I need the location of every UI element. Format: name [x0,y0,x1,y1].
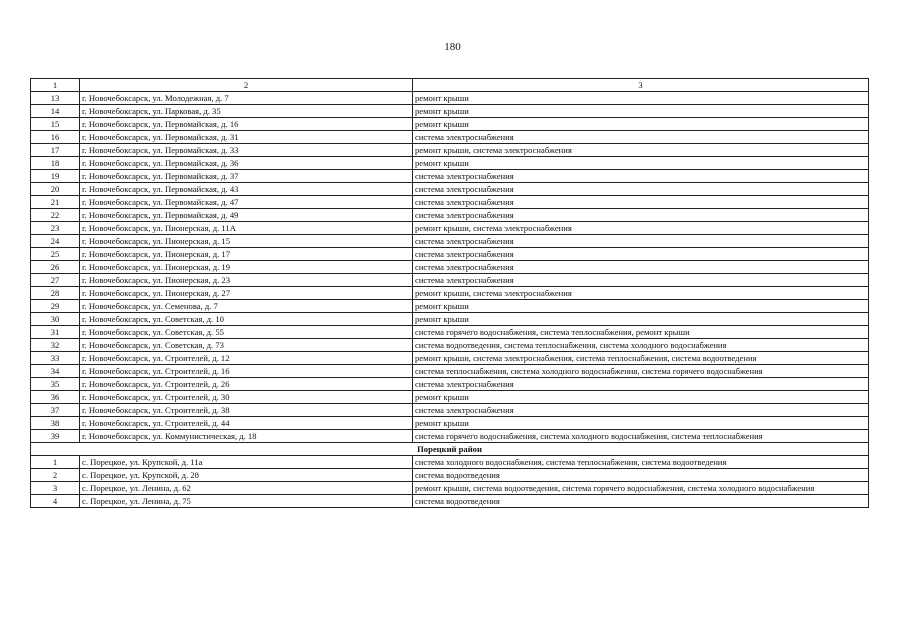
table-row [31,482,869,495]
row-number: 27 [31,274,80,287]
table-row [31,417,869,430]
table-row [31,118,869,131]
address-cell: г. Новочебоксарск, ул. Строителей, д. 12 [80,352,413,365]
address-cell: г. Новочебоксарск, ул. Пионерская, д. 15 [80,235,413,248]
column-number: 3 [413,79,869,92]
row-number: 35 [31,378,80,391]
address-cell: г. Новочебоксарск, ул. Первомайская, д. 37 [80,170,413,183]
address-cell: г. Новочебоксарск, ул. Пионерская, д. 23 [80,274,413,287]
work-type-cell: ремонт крыши [413,92,869,105]
work-type-cell: система горячего водоснабжения, система холодного водоснабжения, система теплоснабжения [413,430,869,443]
work-type-cell: ремонт крыши [413,313,869,326]
row-number: 17 [31,144,80,157]
table-row [31,456,869,469]
table-row [31,105,869,118]
row-number: 25 [31,248,80,261]
address-cell: г. Новочебоксарск, ул. Строителей, д. 26 [80,378,413,391]
row-number: 13 [31,92,80,105]
work-type-cell: система горячего водоснабжения, система теплоснабжения, ремонт крыши [413,326,869,339]
table-row [31,495,869,508]
work-type-cell: ремонт крыши, система водоотведения, система горячего водоснабжения, система холодного водоснабжения [413,482,869,495]
row-number: 36 [31,391,80,404]
work-type-cell: система водоотведения, система теплоснабжения, система холодного водоснабжения [413,339,869,352]
work-type-cell: система электроснабжения [413,248,869,261]
table-row [31,248,869,261]
row-number: 18 [31,157,80,170]
row-number: 37 [31,404,80,417]
table-row [31,300,869,313]
address-cell: г. Новочебоксарск, ул. Пионерская, д. 11А [80,222,413,235]
row-number: 30 [31,313,80,326]
table-row [31,469,869,482]
row-number: 1 [31,456,80,469]
table-row [31,352,869,365]
address-cell: г. Новочебоксарск, ул. Первомайская, д. 31 [80,131,413,144]
work-type-cell: система электроснабжения [413,274,869,287]
row-number: 39 [31,430,80,443]
row-number: 20 [31,183,80,196]
table-row [31,222,869,235]
page-number: 180 [444,41,461,53]
column-number: 2 [80,79,413,92]
address-cell: г. Новочебоксарск, ул. Строителей, д. 30 [80,391,413,404]
work-type-cell: ремонт крыши, система электроснабжения, система теплоснабжения, система водоотведения [413,352,869,365]
address-cell: г. Новочебоксарск, ул. Строителей, д. 38 [80,404,413,417]
address-cell: с. Порецкое, ул. Крупской, д. 28 [80,469,413,482]
column-number: 1 [31,79,80,92]
address-cell: г. Новочебоксарск, ул. Первомайская, д. 49 [80,209,413,222]
section-title: Порецкий район [31,443,869,456]
table-row [31,391,869,404]
work-type-cell: ремонт крыши, система электроснабжения [413,287,869,300]
address-cell: с. Порецкое, ул. Ленина, д. 62 [80,482,413,495]
address-cell: г. Новочебоксарск, ул. Советская, д. 73 [80,339,413,352]
address-cell: г. Новочебоксарск, ул. Первомайская, д. 36 [80,157,413,170]
address-cell: г. Новочебоксарск, ул. Первомайская, д. 47 [80,196,413,209]
row-number: 29 [31,300,80,313]
column-number-row [31,79,869,92]
work-type-cell: ремонт крыши [413,300,869,313]
work-type-cell: ремонт крыши [413,417,869,430]
row-number: 3 [31,482,80,495]
row-number: 33 [31,352,80,365]
address-cell: г. Новочебоксарск, ул. Строителей, д. 44 [80,417,413,430]
row-number: 19 [31,170,80,183]
row-number: 31 [31,326,80,339]
address-cell: г. Новочебоксарск, ул. Пионерская, д. 27 [80,287,413,300]
address-cell: г. Новочебоксарск, ул. Коммунистическая, д. 18 [80,430,413,443]
table-row [31,339,869,352]
address-cell: г. Новочебоксарск, ул. Пионерская, д. 17 [80,248,413,261]
work-type-cell: ремонт крыши, система электроснабжения [413,222,869,235]
table-row [31,430,869,443]
work-type-cell: система электроснабжения [413,183,869,196]
table-body [31,79,869,508]
table-row [31,261,869,274]
table-row [31,144,869,157]
address-cell: г. Новочебоксарск, ул. Семенова, д. 7 [80,300,413,313]
work-type-cell: система электроснабжения [413,235,869,248]
table-row [31,313,869,326]
table-row [31,235,869,248]
work-type-cell: система электроснабжения [413,404,869,417]
address-cell: г. Новочебоксарск, ул. Первомайская, д. 16 [80,118,413,131]
row-number: 15 [31,118,80,131]
address-cell: с. Порецкое, ул. Ленина, д. 75 [80,495,413,508]
work-type-cell: ремонт крыши, система электроснабжения [413,144,869,157]
table-row [31,378,869,391]
row-number: 14 [31,105,80,118]
work-type-cell: система водоотведения [413,469,869,482]
table-row [31,274,869,287]
works-table [30,78,869,508]
table-row [31,170,869,183]
row-number: 4 [31,495,80,508]
row-number: 21 [31,196,80,209]
row-number: 32 [31,339,80,352]
section-row [31,443,869,456]
work-type-cell: ремонт крыши [413,391,869,404]
row-number: 28 [31,287,80,300]
row-number: 23 [31,222,80,235]
address-cell: с. Порецкое, ул. Крупской, д. 11а [80,456,413,469]
table-row [31,287,869,300]
address-cell: г. Новочебоксарск, ул. Советская, д. 10 [80,313,413,326]
table-row [31,92,869,105]
table-row [31,196,869,209]
work-type-cell: система электроснабжения [413,209,869,222]
table-row [31,131,869,144]
work-type-cell: система теплоснабжения, система холодного водоснабжения, система горячего водоснабжения [413,365,869,378]
work-type-cell: система электроснабжения [413,261,869,274]
work-type-cell: система электроснабжения [413,196,869,209]
address-cell: г. Новочебоксарск, ул. Парковая, д. 35 [80,105,413,118]
row-number: 34 [31,365,80,378]
work-type-cell: ремонт крыши [413,118,869,131]
work-type-cell: система электроснабжения [413,378,869,391]
table-row [31,157,869,170]
row-number: 2 [31,469,80,482]
address-cell: г. Новочебоксарск, ул. Первомайская, д. 33 [80,144,413,157]
work-type-cell: система электроснабжения [413,131,869,144]
work-type-cell: ремонт крыши [413,157,869,170]
work-type-cell: система электроснабжения [413,170,869,183]
row-number: 24 [31,235,80,248]
address-cell: г. Новочебоксарск, ул. Молодежная, д. 7 [80,92,413,105]
work-type-cell: система водоотведения [413,495,869,508]
table-row [31,404,869,417]
work-type-cell: система холодного водоснабжения, система теплоснабжения, система водоотведения [413,456,869,469]
address-cell: г. Новочебоксарск, ул. Советская, д. 55 [80,326,413,339]
address-cell: г. Новочебоксарск, ул. Пионерская, д. 19 [80,261,413,274]
table-row [31,326,869,339]
row-number: 16 [31,131,80,144]
address-cell: г. Новочебоксарск, ул. Первомайская, д. 43 [80,183,413,196]
table-row [31,209,869,222]
row-number: 38 [31,417,80,430]
work-type-cell: ремонт крыши [413,105,869,118]
row-number: 26 [31,261,80,274]
table-row [31,365,869,378]
row-number: 22 [31,209,80,222]
address-cell: г. Новочебоксарск, ул. Строителей, д. 16 [80,365,413,378]
table-row [31,183,869,196]
